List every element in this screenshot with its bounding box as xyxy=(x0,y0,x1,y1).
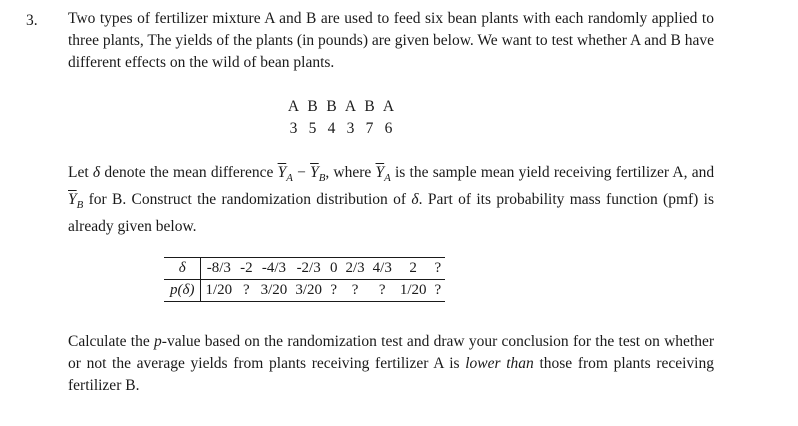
treatment-row xyxy=(284,96,398,118)
task-text-3: those from plants receiving fertilizer B. xyxy=(68,355,714,394)
treatment-cell: A xyxy=(382,98,395,115)
plants-table xyxy=(284,96,398,140)
task-paragraph xyxy=(68,331,714,397)
definition-let: Let xyxy=(68,164,89,181)
ybar-a-subscript: A xyxy=(286,172,293,185)
pmf-table xyxy=(164,257,445,302)
definition-paragraph xyxy=(68,162,714,238)
pmf-prob-cell: ? xyxy=(431,280,446,302)
treatment-cell: B xyxy=(307,98,318,115)
yield-row xyxy=(284,118,398,140)
yield-cell: 5 xyxy=(308,120,317,137)
pmf-prob-cell: ? xyxy=(341,280,368,302)
p-variable: p xyxy=(154,333,162,350)
ybar-b-subscript: B xyxy=(318,172,326,185)
pmf-delta-row xyxy=(164,258,445,280)
pmf-delta-cell: -2/3 xyxy=(291,258,326,280)
pmf-delta-cell: 2/3 xyxy=(341,258,368,280)
pmf-delta-cell: -2 xyxy=(236,258,257,280)
definition-text-5: . Part of its probability mass function (pmf) is already given below. xyxy=(68,191,715,236)
ybar-b-2: $\overline{Y}$ xyxy=(68,191,77,209)
task-text-2: -value based on the randomization test and draw your conclusion for the test on whether or not the average yields from plants receiving fertilizer A is xyxy=(68,333,715,372)
ybar-b-2-subscript: B xyxy=(76,199,84,212)
delta-symbol-2: δ xyxy=(411,191,419,209)
pmf-prob-cell: ? xyxy=(236,280,257,302)
question-intro: Two types of fertilizer mixture A and B are used to feed six bean plants with each randomly applied to three plants, The yields of the plants (in pounds) are given below. We want to test whether A and B have different effects on the wild of bean plants. xyxy=(68,10,714,71)
pmf-prob-cell: 1/20 xyxy=(201,280,236,302)
pmf-delta-header: δ xyxy=(164,258,201,280)
question-number: 3. xyxy=(26,12,38,29)
minus-sign: − xyxy=(297,164,306,181)
pmf-delta-cell: 2 xyxy=(396,258,431,280)
pmf-prob-cell: 3/20 xyxy=(257,280,292,302)
pmf-prob-cell: ? xyxy=(369,280,396,302)
treatment-cell: B xyxy=(326,98,337,115)
treatment-cell: A xyxy=(344,98,357,115)
treatment-cell: B xyxy=(364,98,375,115)
ybar-a-2: $\overline{Y}$ xyxy=(375,164,385,181)
delta-symbol: δ xyxy=(92,164,101,181)
yield-cell: 7 xyxy=(365,120,374,137)
treatment-cell: A xyxy=(287,98,300,115)
yield-cell: 3 xyxy=(346,120,355,137)
task-emphasis: lower than xyxy=(465,355,534,372)
pmf-delta-cell: 4/3 xyxy=(369,258,396,280)
pmf-prob-header: p(δ) xyxy=(164,280,201,302)
task-text-1: Calculate the xyxy=(68,333,150,350)
pmf-delta-cell: -4/3 xyxy=(257,258,292,280)
yield-cell: 4 xyxy=(327,120,336,137)
pmf-prob-cell: 1/20 xyxy=(396,280,431,302)
definition-text-3: is the sample mean yield receiving fertilizer A, and xyxy=(395,164,715,181)
definition-text-2: , where xyxy=(325,164,372,181)
definition-text-1: denote the mean difference xyxy=(104,164,274,181)
ybar-b: $\overline{Y}$ xyxy=(310,164,319,181)
pmf-prob-row xyxy=(164,280,445,302)
ybar-a: $\overline{Y}$ xyxy=(277,164,287,181)
pmf-delta-cell: -8/3 xyxy=(201,258,236,280)
pmf-prob-cell: 3/20 xyxy=(291,280,326,302)
yield-cell: 3 xyxy=(289,120,298,137)
pmf-prob-cell: ? xyxy=(326,280,342,302)
pmf-delta-cell: ? xyxy=(431,258,446,280)
yield-cell: 6 xyxy=(384,120,393,137)
ybar-a-2-subscript: A xyxy=(384,172,391,185)
pmf-delta-cell: 0 xyxy=(326,258,342,280)
definition-text-4: for B. Construct the randomization distribution of xyxy=(88,191,407,209)
